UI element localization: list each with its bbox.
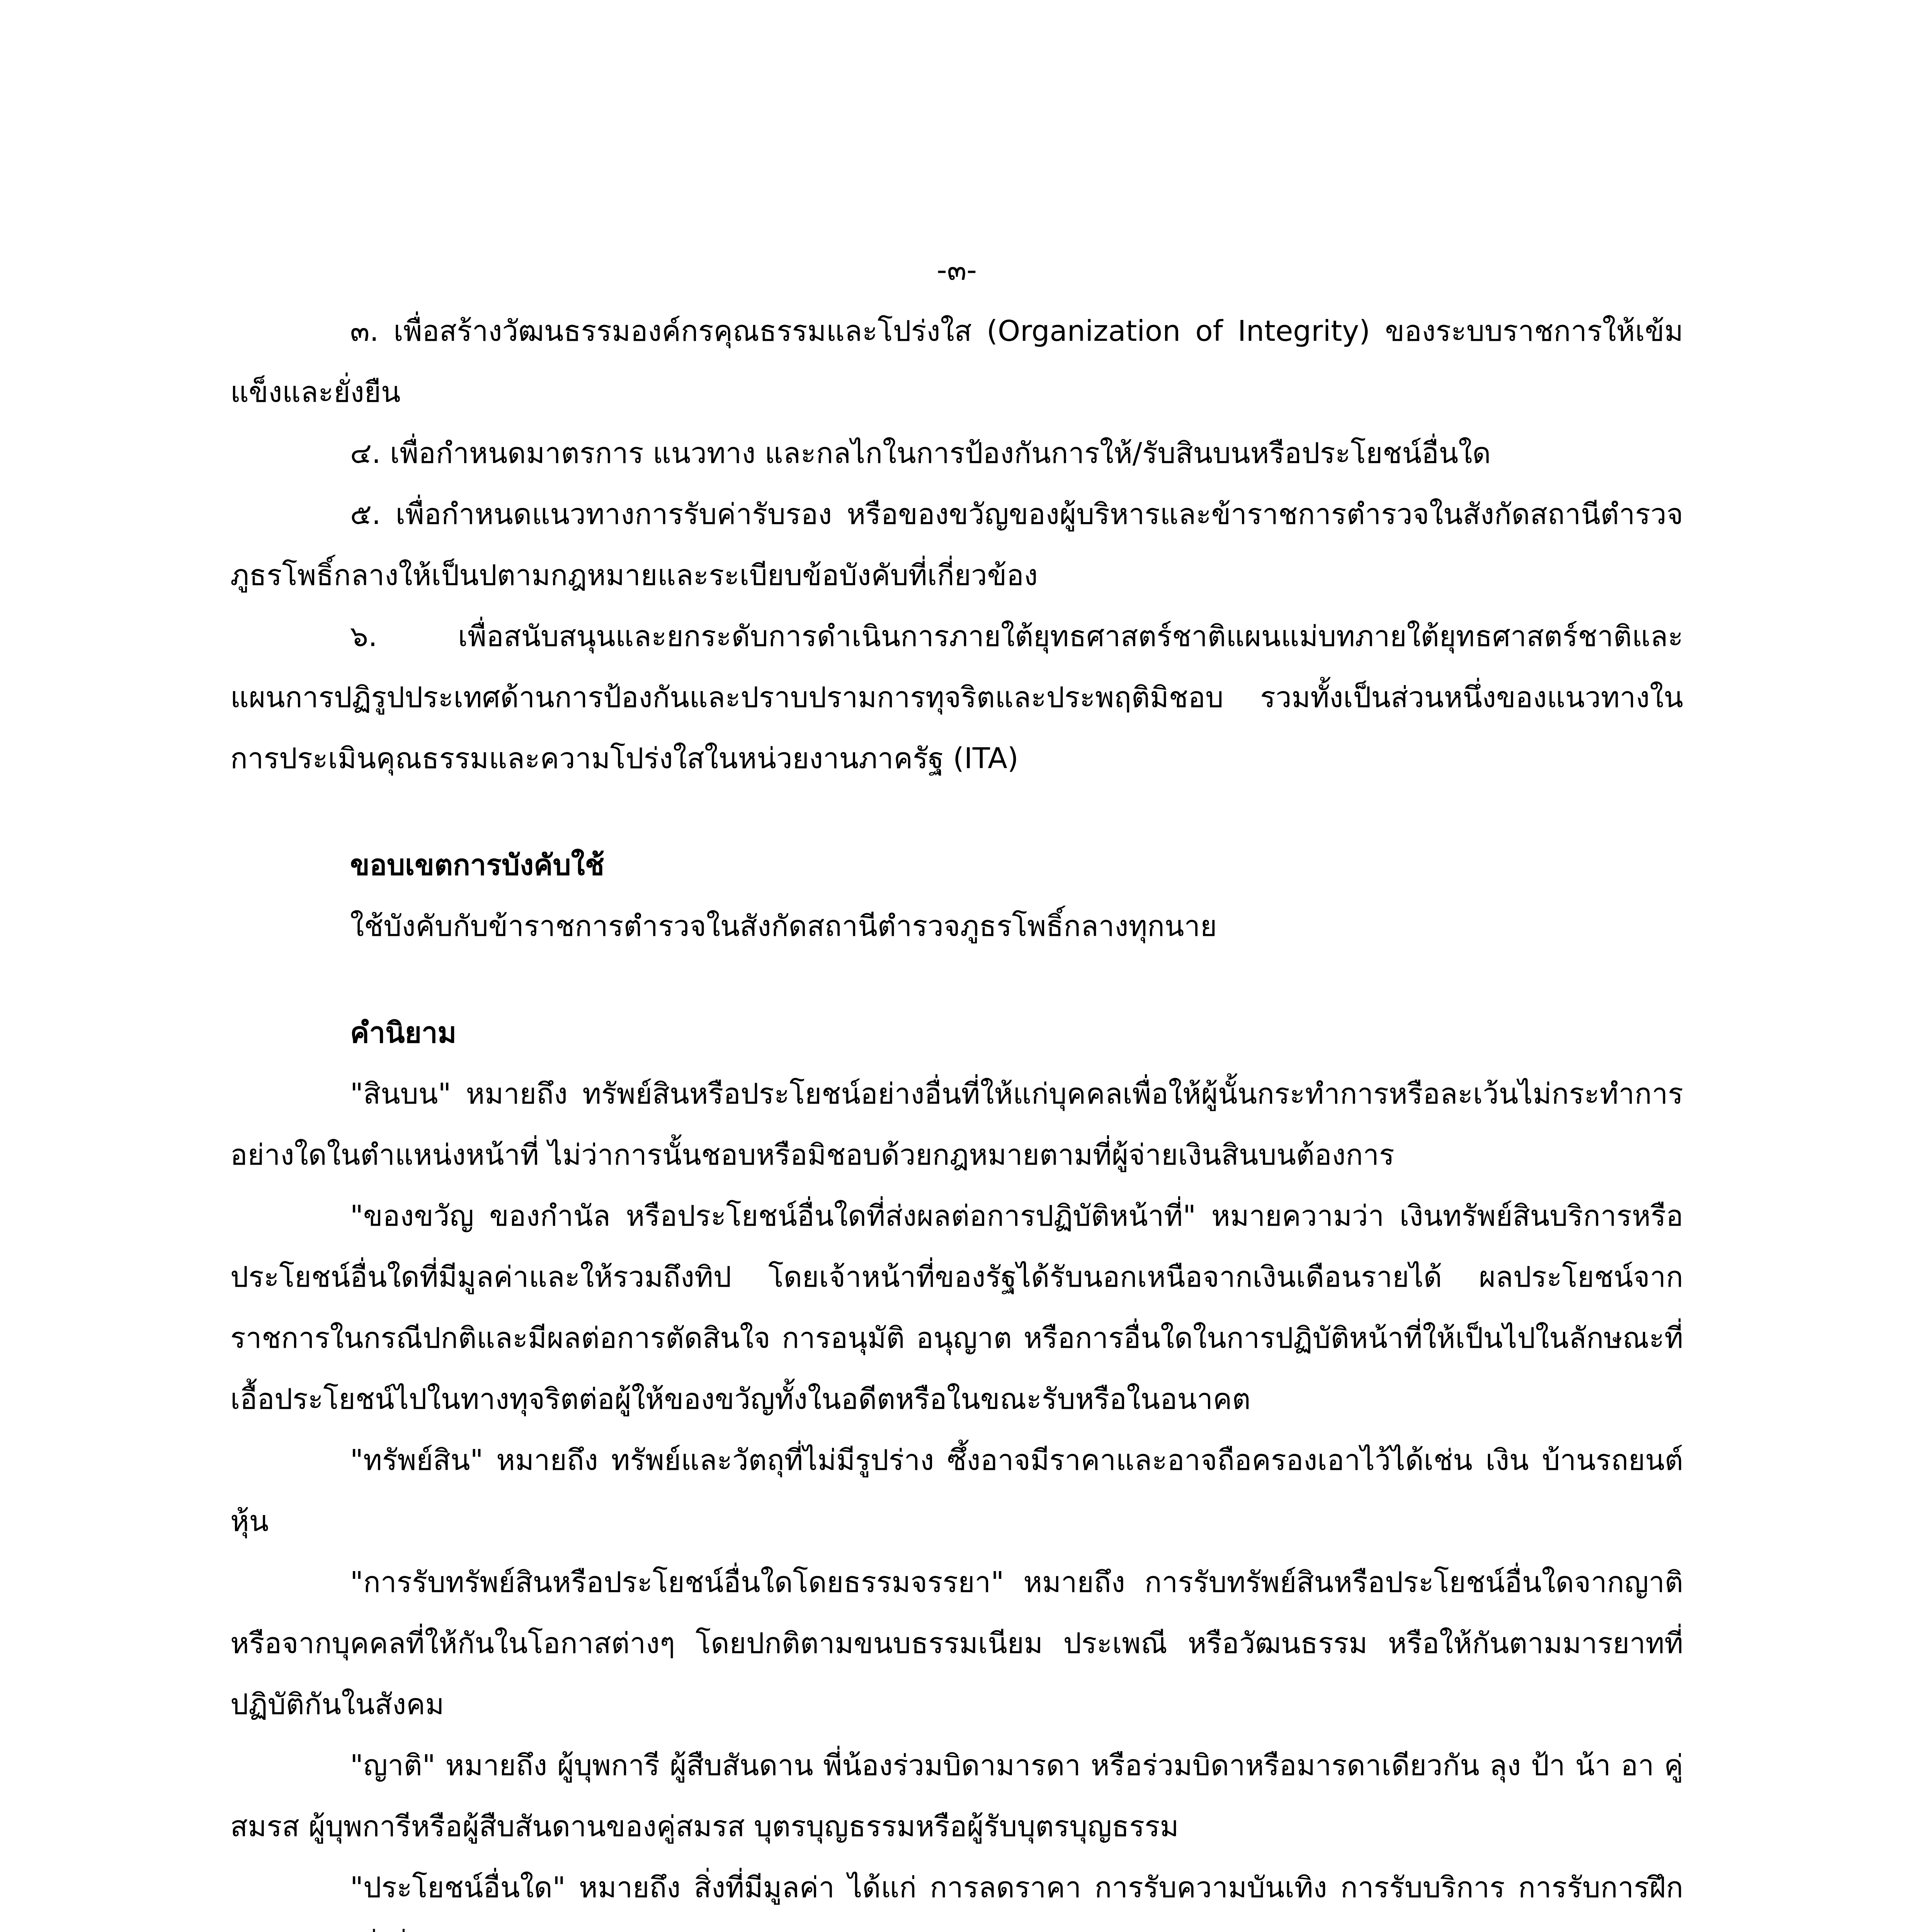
definition-other-benefits: "ประโยชน์อื่นใด" หมายถึง สิ่งที่มีมูลค่า ได้แก่ การลดราคา การรับความบันเทิง การรับบริการ การรับการฝึก [350, 1871, 1683, 1904]
definition-property: "ทรัพย์สิน" หมายถึง ทรัพย์และวัตถุที่ไม่มีรูปร่าง ซึ้งอาจมีราคาและอาจถือครองเอาไว้ได้เช่น เงิน บ้านรถยนต์ หุ้น [230, 1444, 1683, 1538]
objective-item: ๓. เพื่อสร้างวัฒนธรรมองค์กรคุณธรรมและโปร่งใส (Organization of Integrity) ของระบบราชการให้เข้มแข็งและยั่งยืน [230, 315, 1683, 409]
definition-ethical-acceptance: "การรับทรัพย์สินหรือประโยชน์อื่นใดโดยธรรมจรรยา" หมายถึง การรับทรัพย์สินหรือประโยชน์อื่นใดจากญาติหรือจากบุคคลที่ให้กันในโอกาสต่างๆ โดยปกติตามขนบธรรมเนียม ประเพณี หรือวัฒนธรรม หรือให้กันตามมารยาทที่ปฏิบัติกันในสังคม [230, 1566, 1683, 1721]
scope-section [230, 835, 1683, 957]
definition-gift: "ของขวัญ ของกำนัล หรือประโยชน์อื่นใดที่ส่งผลต่อการปฏิบัติหน้าที่" หมายความว่า เงินทรัพย์สินบริการหรือประโยชน์อื่นใดที่มีมูลค่าและให้รวมถึงทิป โดยเจ้าหน้าที่ของรัฐได้รับนอกเหนือจากเงินเดือนรายได้ ผลประโยชน์จากราชการในกรณีปกติและมีผลต่อการตัดสินใจ การอนุมัติ อนุญาต หรือการอื่นใดในการปฏิบัติหน้าที่ให้เป็นไปในลักษณะที่เอื้อประโยชน์ไปในทางทุจริตต่อผู้ให้ของขวัญทั้งในอดีตหรือในขณะรับหรือในอนาคต [230, 1199, 1683, 1416]
scope-text: ใช้บังคับกับข้าราชการตำรวจในสังกัดสถานีตำรวจภูธรโพธิ์กลางทุกนาย [350, 910, 1217, 943]
scope-heading: ขอบเขตการบังคับใช้ [350, 849, 604, 882]
definitions-section [230, 1002, 1683, 1932]
objective-item: ๖. เพื่อสนับสนุนและยกระดับการดำเนินการภายใต้ยุทธศาสตร์ชาติแผนแม่บทภายใต้ยุทธศาสตร์ชาติและแผนการปฏิรูปประเทศด้านการป้องกันและปราบปรามการทุจริตและประพฤติมิชอบ รวมทั้งเป็นส่วนหนึ่งของแนวทางในการประเมินคุณธรรมและความโปร่งใสในหน่วยงานภาครัฐ (ITA) [230, 620, 1683, 775]
definition-bribe: "สินบน" หมายถึง ทรัพย์สินหรือประโยชน์อย่างอื่นที่ให้แก่บุคคลเพื่อให้ผู้นั้นกระทำการหรือละเว้นไม่กระทำการอย่างใดในตำแหน่งหน้าที่ ไม่ว่าการนั้นชอบหรือมิชอบด้วยกฎหมายตามที่ผู้จ่ายเงินสินบนต้องการ [230, 1077, 1683, 1172]
definitions-heading: คำนิยาม [350, 1016, 457, 1049]
objectives-list [230, 301, 1683, 789]
objective-item: ๔. เพื่อกำหนดมาตรการ แนวทาง และกลไกในการป้องกันการให้/รับสินบนหรือประโยชน์อื่นใด [350, 437, 1491, 470]
objective-item: ๕. เพื่อกำหนดแนวทางการรับค่ารับรอง หรือของขวัญของผู้บริหารและข้าราชการตำรวจในสังกัดสถานีตำรวจภูธรโพธิ์กลางให้เป็นปตามกฎหมายและระเบียบข้อบังคับที่เกี่ยวข้อง [230, 498, 1683, 592]
definition-relatives: "ญาติ" หมายถึง ผู้บุพการี ผู้สืบสันดาน พี่น้องร่วมบิดามารดา หรือร่วมบิดาหรือมารดาเดียวกัน ลุง ป้า น้า อา คู่สมรส ผู้บุพการีหรือผู้สืบสันดานของคู่สมรส บุตรบุญธรรมหรือผู้รับบุตรบุญธรรม [230, 1749, 1683, 1843]
page-number: -๓- [937, 253, 977, 287]
document-content [230, 240, 1683, 1932]
